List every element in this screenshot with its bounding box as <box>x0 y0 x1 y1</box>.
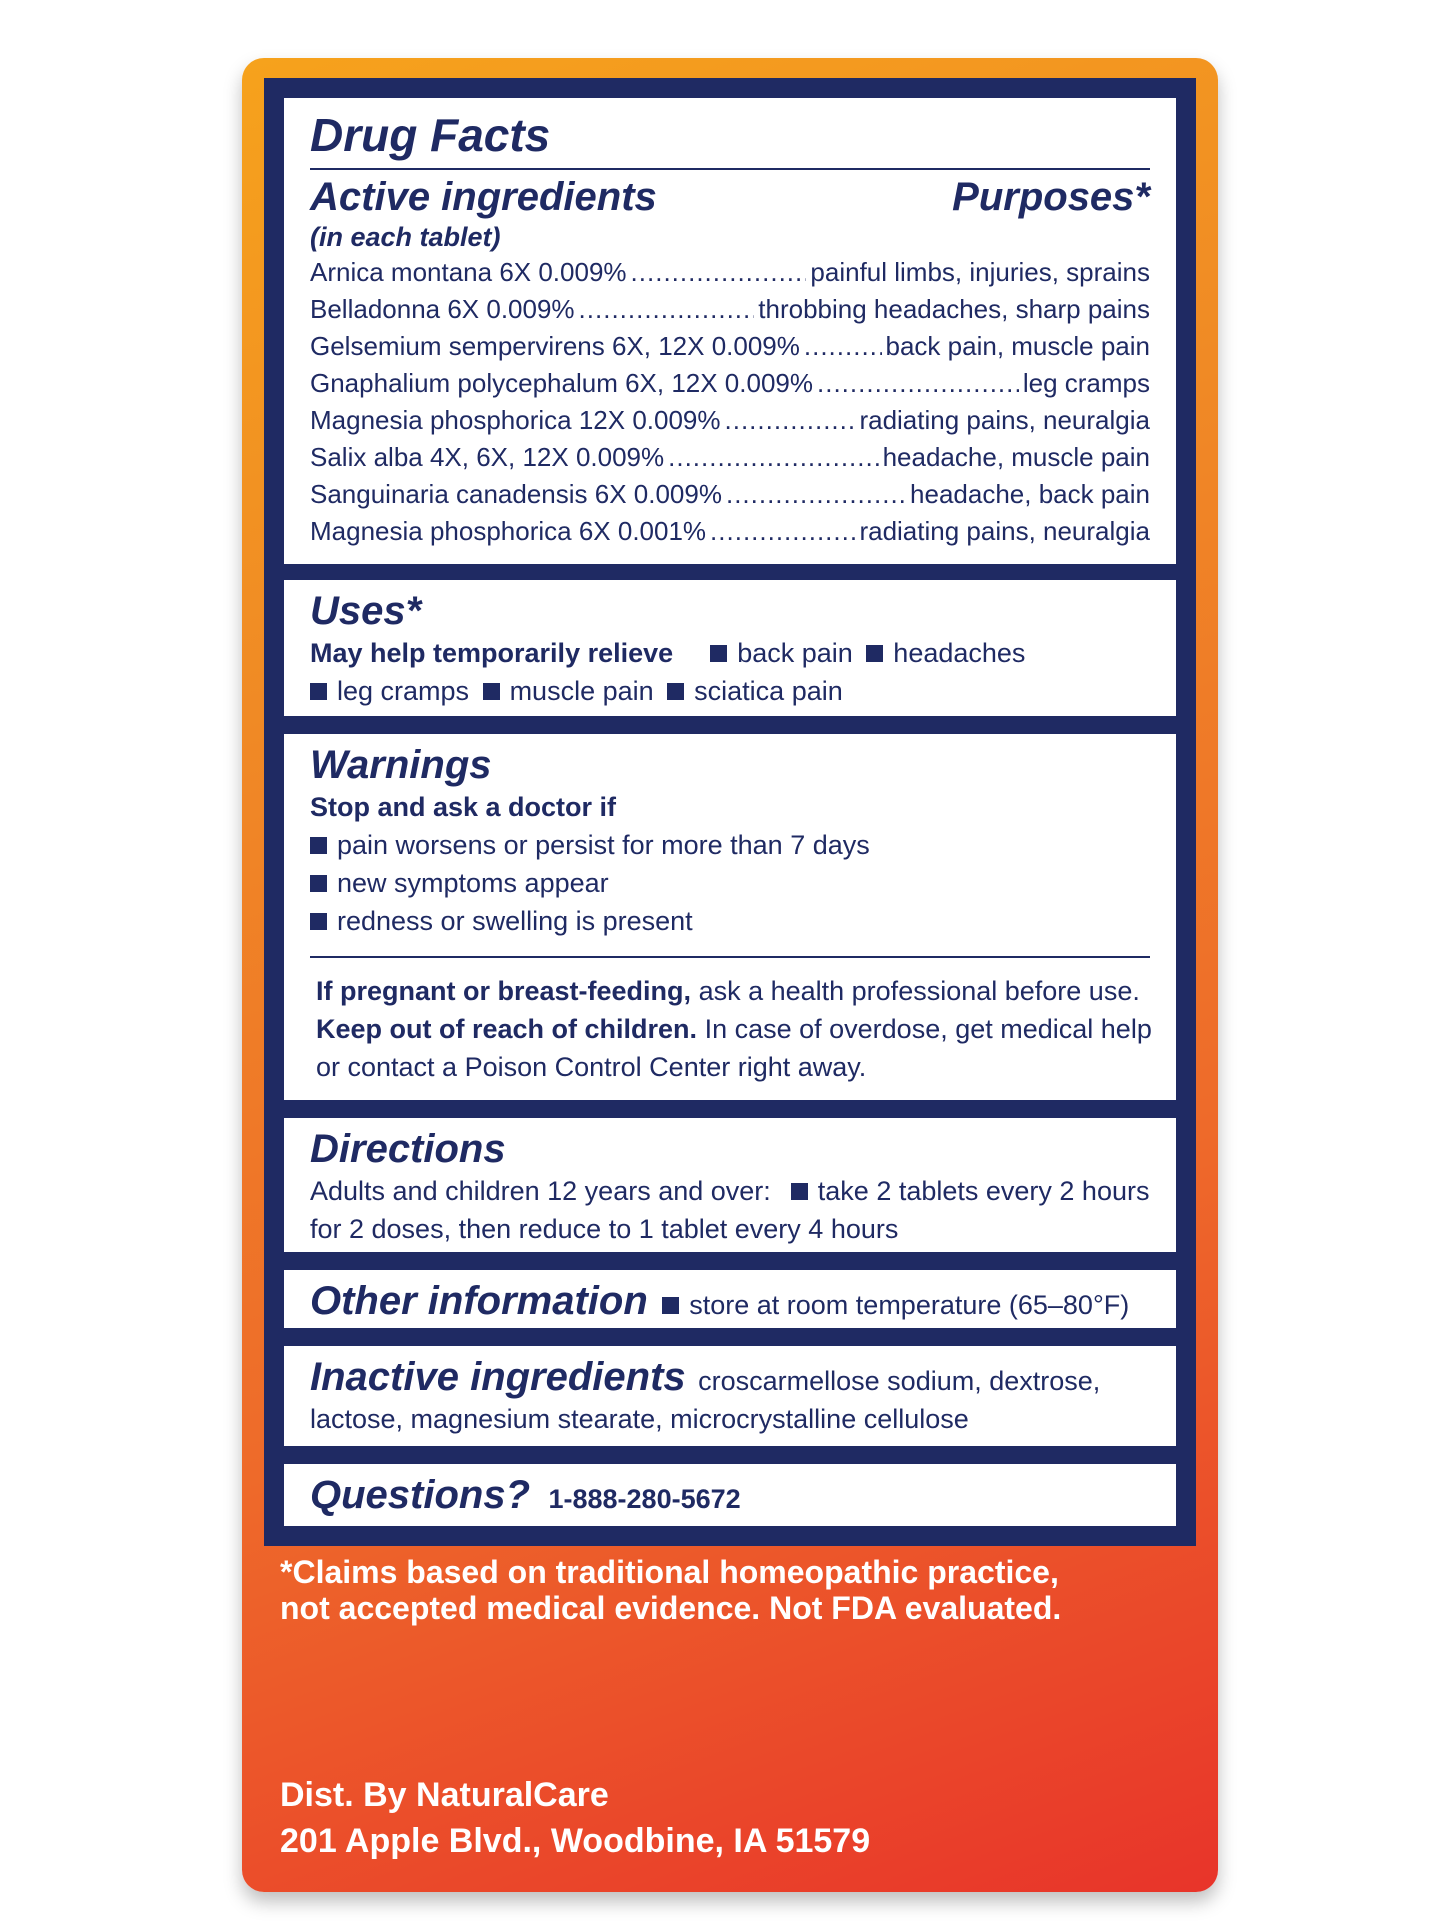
bullet-square-icon <box>310 875 327 892</box>
warning-text: new symptoms appear <box>337 868 609 898</box>
active-header-row <box>310 174 1150 220</box>
ingredient-row <box>310 328 1150 365</box>
ingredient-purpose: painful limbs, injuries, sprains <box>810 257 1150 287</box>
inactive-heading: Inactive ingredients <box>310 1355 686 1399</box>
directions-panel <box>284 1118 1176 1252</box>
pregnancy-warning <box>316 972 1150 1010</box>
ingredient-row <box>310 476 1150 513</box>
leader-dots <box>631 254 807 291</box>
bullet-square-icon <box>866 645 883 662</box>
uses-line-1 <box>310 634 1150 672</box>
ingredient-row <box>310 513 1150 550</box>
children-bold: Keep out of reach of children. <box>316 1014 698 1044</box>
other-info-text: store at room temperature (65–80°F) <box>689 1290 1130 1320</box>
active-ingredients-heading: Active ingredients <box>310 175 657 219</box>
leader-dots <box>668 439 878 476</box>
ingredient-row <box>310 402 1150 439</box>
bullet-square-icon <box>310 913 327 930</box>
directions-dose: take 2 tablets every 2 hours <box>817 1176 1150 1206</box>
ingredient-purpose: headache, muscle pain <box>882 442 1150 472</box>
inactive-panel <box>284 1346 1176 1446</box>
warning-item <box>310 902 1150 940</box>
questions-panel <box>284 1464 1176 1526</box>
bullet-square-icon <box>667 683 684 700</box>
title-rule <box>310 168 1150 170</box>
in-each-tablet-subheading: (in each tablet) <box>310 222 501 252</box>
ingredient-purpose: radiating pains, neuralgia <box>859 405 1150 435</box>
bullet-square-icon <box>662 1297 679 1314</box>
stop-ask-doctor-lead: Stop and ask a doctor if <box>310 792 617 822</box>
ingredient-row <box>310 365 1150 402</box>
ingredient-purpose: back pain, muscle pain <box>885 331 1150 361</box>
ingredient-name: Magnesia phosphorica 12X 0.009% <box>310 405 721 435</box>
use-item: back pain <box>737 638 853 668</box>
bullet-square-icon <box>483 683 500 700</box>
inactive-text-2: lactose, magnesium stearate, microcrystalline cellulose <box>310 1404 969 1434</box>
bullet-square-icon <box>310 683 327 700</box>
use-item: sciatica pain <box>694 676 843 706</box>
inactive-row <box>310 1354 1150 1400</box>
active-ingredients-panel <box>284 98 1176 564</box>
warning-item <box>310 826 1150 864</box>
leader-dots <box>726 476 906 513</box>
leader-dots <box>817 365 1019 402</box>
pregnancy-bold: If pregnant or breast-feeding, <box>316 976 692 1006</box>
other-info-panel <box>284 1270 1176 1328</box>
leader-dots <box>579 291 755 328</box>
ingredient-purpose: radiating pains, neuralgia <box>859 516 1150 546</box>
ingredient-row <box>310 439 1150 476</box>
use-item: leg cramps <box>337 676 470 706</box>
children-warning <box>316 1010 1150 1048</box>
questions-heading: Questions? <box>310 1473 531 1517</box>
disclaimer-line-2: not accepted medical evidence. Not FDA evaluated. <box>280 1590 1062 1626</box>
uses-line-2 <box>310 672 1150 710</box>
warning-text: redness or swelling is present <box>337 906 693 936</box>
ingredient-name: Sanguinaria canadensis 6X 0.009% <box>310 479 722 509</box>
disclaimer <box>280 1554 1061 1626</box>
ingredient-row <box>310 254 1150 291</box>
drug-facts-title: Drug Facts <box>310 109 551 161</box>
ingredient-purpose: throbbing headaches, sharp pains <box>758 294 1150 324</box>
disclaimer-line-1: *Claims based on traditional homeopathic practice, <box>280 1554 1059 1590</box>
ingredient-name: Belladonna 6X 0.009% <box>310 294 575 324</box>
uses-heading: Uses* <box>310 589 422 633</box>
purposes-heading: Purposes* <box>952 175 1150 219</box>
questions-row <box>310 1472 1150 1518</box>
ingredient-name: Arnica montana 6X 0.009% <box>310 257 627 287</box>
distributor <box>280 1772 870 1864</box>
uses-lead: May help temporarily relieve <box>310 638 674 668</box>
ingredient-list <box>310 254 1150 550</box>
warnings-heading: Warnings <box>310 743 492 787</box>
leader-dots <box>725 402 856 439</box>
directions-audience: Adults and children 12 years and over: <box>310 1176 771 1206</box>
use-item: headaches <box>893 638 1026 668</box>
inactive-text-1: croscarmellose sodium, dextrose, <box>698 1366 1101 1396</box>
warnings-panel <box>284 734 1176 1100</box>
pregnancy-children-block <box>310 972 1150 1086</box>
warning-text: pain worsens or persist for more than 7 days <box>337 830 870 860</box>
leader-dots <box>710 513 855 550</box>
children-warning-cont: or contact a Poison Control Center right away. <box>316 1052 867 1082</box>
uses-panel <box>284 580 1176 716</box>
ingredient-name: Salix alba 4X, 6X, 12X 0.009% <box>310 442 665 472</box>
directions-line-1 <box>310 1172 1150 1210</box>
ingredient-name: Gnaphalium polycephalum 6X, 12X 0.009% <box>310 368 813 398</box>
directions-line-2: for 2 doses, then reduce to 1 tablet every 4 hours <box>310 1214 899 1244</box>
warning-item <box>310 864 1150 902</box>
other-info-row <box>310 1278 1150 1324</box>
use-item: muscle pain <box>509 676 654 706</box>
children-text: In case of overdose, get medical help <box>704 1014 1152 1044</box>
distributor-line-2: 201 Apple Blvd., Woodbine, IA 51579 <box>280 1822 871 1860</box>
ingredient-purpose: headache, back pain <box>910 479 1150 509</box>
ingredient-name: Magnesia phosphorica 6X 0.001% <box>310 516 707 546</box>
bullet-square-icon <box>310 837 327 854</box>
distributor-line-1: Dist. By NaturalCare <box>280 1776 609 1814</box>
bullet-square-icon <box>710 645 727 662</box>
ingredient-purpose: leg cramps <box>1022 368 1150 398</box>
leader-dots <box>804 328 882 365</box>
directions-heading: Directions <box>310 1127 506 1171</box>
warnings-divider <box>310 956 1150 958</box>
questions-phone: 1-888-280-5672 <box>548 1484 741 1514</box>
other-info-heading: Other information <box>310 1279 648 1323</box>
bullet-square-icon <box>791 1183 808 1200</box>
ingredient-name: Gelsemium sempervirens 6X, 12X 0.009% <box>310 331 800 361</box>
ingredient-row <box>310 291 1150 328</box>
pregnancy-text: ask a health professional before use. <box>698 976 1140 1006</box>
